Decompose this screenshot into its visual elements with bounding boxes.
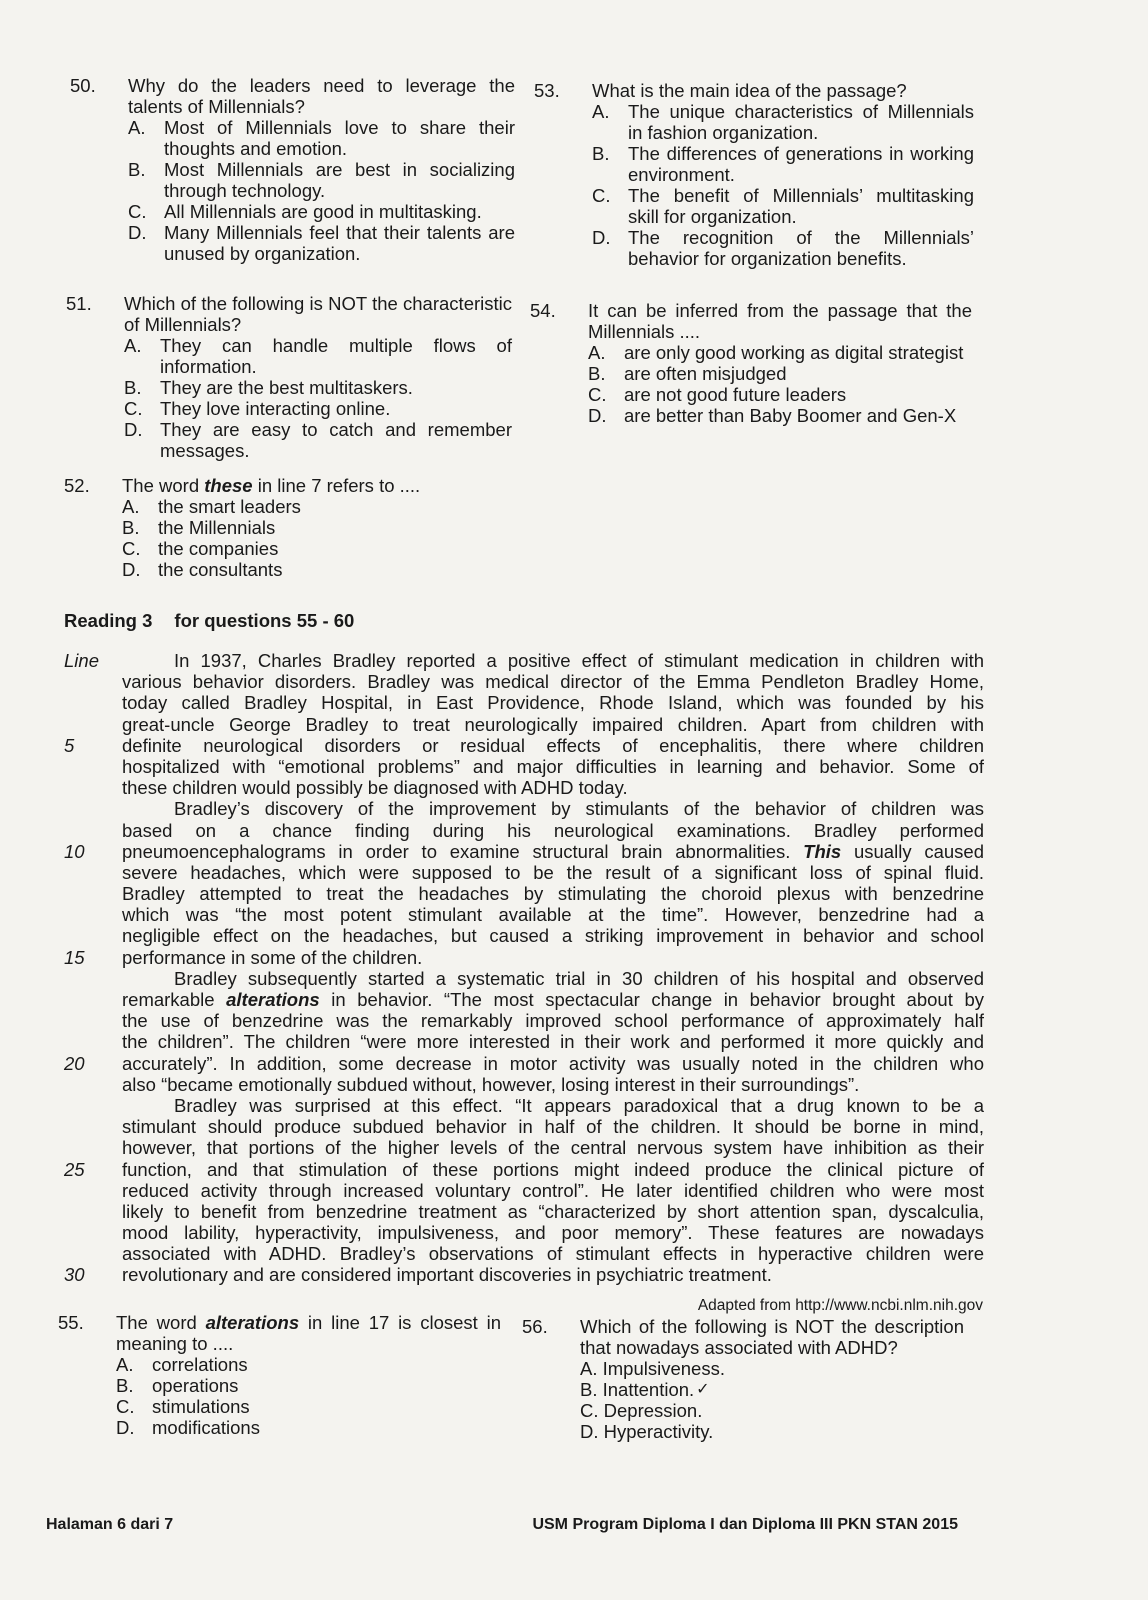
- option-text: are not good future leaders: [624, 384, 847, 405]
- option-text: They are easy to catch and remember messages.: [160, 419, 512, 461]
- option-a: [122, 496, 510, 517]
- passage-line: [64, 841, 984, 862]
- option-letter: C.: [592, 185, 611, 206]
- passage-line: [64, 904, 984, 925]
- option-letter: C.: [588, 384, 607, 405]
- option-d: [128, 222, 515, 264]
- option-text: operations: [152, 1375, 239, 1396]
- question-stem: Which of the following is NOT the characteristic of Millennials?: [124, 293, 512, 335]
- passage-line: [64, 777, 984, 798]
- line-number: [64, 925, 122, 946]
- question-stem: [122, 475, 510, 496]
- question-number: 50.: [70, 75, 96, 96]
- line-text: today called Bradley Hospital, in East Providence, Rhode Island, which was founded by his: [122, 692, 984, 714]
- stem-text: The word: [122, 475, 205, 496]
- line-text: Bradley subsequently started a systematic trial in 30 children of his hospital and observed: [174, 967, 984, 989]
- passage-line: [64, 820, 984, 841]
- line-number: 30: [64, 1264, 85, 1286]
- option-text: Impulsiveness.: [602, 1358, 725, 1379]
- question-54: [530, 300, 972, 426]
- question-stem: The word alterations in line 17 is closest in meaning to ....: [116, 1312, 501, 1354]
- line-number: [64, 820, 122, 841]
- question-number: 55.: [58, 1312, 84, 1333]
- option-b: [124, 377, 512, 398]
- line-text: reduced activity through increased voluntary control”. He later identified children who were most: [122, 1179, 984, 1201]
- passage-line: [64, 714, 984, 735]
- option-b: [128, 159, 515, 201]
- option-letter: C.: [124, 398, 143, 419]
- option-b: [116, 1375, 501, 1396]
- line-number: [64, 671, 122, 692]
- question-number: 51.: [66, 293, 92, 314]
- option-a: [124, 335, 512, 377]
- option-letter: D.: [588, 405, 607, 426]
- line-text: revolutionary and are considered important discoveries in psychiatric treatment.: [122, 1264, 772, 1286]
- line-number: 5: [64, 734, 75, 756]
- passage-line: [64, 1095, 984, 1116]
- line-text: stimulant should produce subdued behavior in half of the children. It should be borne in mind,: [122, 1116, 984, 1138]
- line-number: [64, 1222, 122, 1243]
- option-d: [116, 1417, 501, 1438]
- line-text: function, and that stimulation of these portions might indeed produce the clinical picture of: [122, 1158, 984, 1180]
- passage-line: [64, 1053, 984, 1074]
- line-number: [64, 1031, 122, 1052]
- question-number: 52.: [64, 475, 90, 496]
- option-letter: B.: [124, 377, 142, 398]
- line-number: [64, 862, 122, 883]
- option-c: [116, 1396, 501, 1417]
- line-number: Line: [64, 650, 99, 671]
- passage-line: [64, 1201, 984, 1222]
- option-d: [124, 419, 512, 461]
- option-text: The recognition of the Millennials’ behavior for organization benefits.: [628, 227, 974, 269]
- option-text: modifications: [152, 1417, 260, 1438]
- line-text: based on a chance finding during his neurological examinations. Bradley performed: [122, 819, 984, 841]
- line-number: 25: [64, 1158, 85, 1180]
- line-number: [64, 798, 122, 819]
- option-letter: B.: [116, 1375, 134, 1396]
- option-letter: D.: [116, 1417, 135, 1438]
- line-text: also “became emotionally subdued without, however, losing interest in their surroundings”.: [122, 1073, 860, 1095]
- passage-line: [64, 1264, 984, 1285]
- option-letter: A.: [588, 342, 606, 363]
- check-mark-icon: ✓: [696, 1381, 710, 1398]
- option-letter: D.: [122, 559, 141, 580]
- option-text: They are the best multitaskers.: [160, 377, 413, 398]
- question-stem: What is the main idea of the passage?: [592, 80, 907, 101]
- question-51: [66, 293, 512, 461]
- option-a: [128, 117, 515, 159]
- line-text: associated with ADHD. Bradley’s observations of stimulant effects in hyperactive children were: [122, 1243, 984, 1265]
- option-c: [588, 384, 972, 405]
- option-text: stimulations: [152, 1396, 250, 1417]
- option-text: They can handle multiple flows of information.: [160, 335, 512, 377]
- line-number: [64, 1201, 122, 1222]
- passage-line: [64, 692, 984, 713]
- line-text: various behavior disorders. Bradley was medical director of the Emma Pendleton Bradley Home,: [122, 671, 984, 693]
- line-text: severe headaches, which were supposed to be the result of a significant loss of spinal fluid.: [122, 861, 984, 883]
- option-text: Most of Millennials love to share their thoughts and emotion.: [164, 117, 515, 159]
- option-text: are better than Baby Boomer and Gen-X: [624, 405, 957, 426]
- option-d: [580, 1421, 964, 1442]
- line-text: likely to benefit from benzedrine treatment as “characterized by short attention span, dyscalculia,: [122, 1200, 984, 1222]
- option-b: [592, 143, 974, 185]
- passage-source: Adapted from http://www.ncbi.nlm.nih.gov: [697, 1297, 983, 1314]
- option-letter: B.: [592, 143, 610, 164]
- option-text: All Millennials are good in multitasking.: [164, 201, 482, 222]
- option-letter: C.: [122, 538, 141, 559]
- line-number: [64, 692, 122, 713]
- line-text: the use of benzedrine was the remarkably improved school performance of approximately half: [122, 1010, 984, 1032]
- question-50: [70, 75, 515, 264]
- exam-title: USM Program Diploma I dan Diploma III PKN STAN 2015: [532, 1516, 958, 1533]
- line-text: however, that portions of the higher levels of the central nervous system have inhibition as their: [122, 1137, 984, 1159]
- passage-line: [64, 756, 984, 777]
- question-stem: It can be inferred from the passage that the Millennials ....: [588, 300, 972, 342]
- option-letter: C.: [128, 201, 147, 222]
- line-text: In 1937, Charles Bradley reported a positive effect of stimulant medication in children with: [174, 650, 984, 671]
- line-number: 15: [64, 946, 85, 968]
- line-text: these children would possibly be diagnosed with ADHD today.: [122, 777, 628, 799]
- line-number: [64, 1095, 122, 1116]
- stem-keyword: these: [204, 475, 253, 496]
- option-letter: D.: [124, 419, 143, 440]
- line-number: 10: [64, 840, 85, 862]
- option-text: the companies: [158, 538, 279, 559]
- passage-line: [64, 968, 984, 989]
- option-text: The differences of generations in working environment.: [628, 143, 974, 185]
- line-text: Bradley attempted to treat the headaches by stimulating the choroid plexus with benzedrine: [122, 883, 984, 905]
- option-letter: A.: [592, 101, 610, 122]
- passage-line: [64, 1180, 984, 1201]
- option-letter: B.: [128, 159, 146, 180]
- option-text: The benefit of Millennials’ multitasking skill for organization.: [628, 185, 974, 227]
- passage-line: [64, 1222, 984, 1243]
- question-number: 54.: [530, 300, 556, 321]
- option-c: [128, 201, 515, 222]
- option-c: [592, 185, 974, 227]
- line-text: Bradley was surprised at this effect. “It appears paradoxical that a drug known to be a: [174, 1094, 984, 1116]
- passage-line: [64, 798, 984, 819]
- question-52: [64, 475, 510, 580]
- line-number: [64, 756, 122, 777]
- option-d: [122, 559, 510, 580]
- option-letter: A.: [122, 496, 140, 517]
- line-number: [64, 1180, 122, 1201]
- option-c: [580, 1400, 964, 1421]
- option-text: are only good working as digital strategist: [624, 342, 964, 363]
- option-b: [580, 1379, 964, 1400]
- line-text: negligible effect on the headaches, but caused a striking improvement in behavior and school: [122, 925, 984, 947]
- line-text: great-uncle George Bradley to treat neurologically impaired children. Apart from children with: [122, 713, 984, 735]
- line-number: [64, 968, 122, 989]
- option-letter: A.: [124, 335, 142, 356]
- page-number: Halaman 6 dari 7: [46, 1516, 174, 1533]
- passage-line: [64, 1031, 984, 1052]
- passage-line: [64, 1116, 984, 1137]
- line-number: [64, 1074, 122, 1095]
- option-b: [122, 517, 510, 538]
- option-letter: D.: [592, 227, 611, 248]
- line-text: pneumoencephalograms in order to examine structural brain abnormalities. This usually caused: [122, 840, 984, 862]
- stem-text: in line 7 refers to ....: [252, 475, 421, 496]
- reading-subtitle: for questions 55 - 60: [174, 610, 355, 631]
- question-53: [534, 80, 974, 269]
- line-number: [64, 1243, 122, 1264]
- question-number: 53.: [534, 80, 560, 101]
- reading-title: Reading 3: [64, 610, 153, 631]
- line-number: [64, 1116, 122, 1137]
- line-text: the children”. The children “were more interested in their work and performed it more quickly and: [122, 1031, 984, 1053]
- option-letter: B.: [122, 517, 140, 538]
- line-text: performance in some of the children.: [122, 946, 423, 968]
- line-text: accurately”. In addition, some decrease in motor activity was usually noted in the children who: [122, 1052, 984, 1074]
- option-a: [588, 342, 972, 363]
- question-56: [522, 1316, 964, 1442]
- option-text: They love interacting online.: [160, 398, 391, 419]
- line-text: hospitalized with “emotional problems” and major difficulties in learning and behavior. Some of: [122, 755, 984, 777]
- option-text: Most Millennials are best in socializing through technology.: [164, 159, 515, 201]
- option-text: the consultants: [158, 559, 283, 580]
- passage-line: [64, 1243, 984, 1264]
- passage-line: [64, 1159, 984, 1180]
- question-stem: Which of the following is NOT the description that nowadays associated with ADHD?: [580, 1316, 964, 1358]
- line-number: [64, 714, 122, 735]
- line-text: definite neurological disorders or residual effects of encephalitis, there where children: [122, 734, 984, 756]
- line-text: mood lability, hyperactivity, impulsiveness, and poor memory”. These features are nowadays: [122, 1222, 984, 1244]
- option-text: Hyperactivity.: [603, 1421, 714, 1442]
- option-text: Many Millennials feel that their talents are unused by organization.: [164, 222, 515, 264]
- option-d: [588, 405, 972, 426]
- option-text: the Millennials: [158, 517, 276, 538]
- option-text: are often misjudged: [624, 363, 787, 384]
- reading-passage: [64, 650, 984, 1286]
- stem-keyword: alterations: [205, 1312, 300, 1333]
- option-letter: D.: [128, 222, 147, 243]
- line-text: Bradley’s discovery of the improvement by stimulants of the behavior of children was: [174, 798, 984, 820]
- option-d: [592, 227, 974, 269]
- line-number: 20: [64, 1052, 85, 1074]
- passage-line: [64, 1010, 984, 1031]
- option-text: Depression.: [603, 1400, 703, 1421]
- option-letter: C.: [116, 1396, 135, 1417]
- option-text: Inattention.: [602, 1379, 695, 1400]
- option-c: [122, 538, 510, 559]
- passage-line: [64, 947, 984, 968]
- option-letter: A.: [128, 117, 146, 138]
- option-letter: B.: [580, 1379, 598, 1400]
- option-text: correlations: [152, 1354, 248, 1375]
- passage-line: [64, 650, 984, 671]
- line-text: which was “the most potent stimulant available at the time”. However, benzedrine had a: [122, 904, 984, 926]
- option-a: [580, 1358, 964, 1379]
- question-stem: Why do the leaders need to leverage the talents of Millennials?: [128, 75, 515, 117]
- passage-line: [64, 862, 984, 883]
- line-number: [64, 904, 122, 925]
- line-number: [64, 777, 122, 798]
- passage-line: [64, 883, 984, 904]
- option-letter: B.: [588, 363, 606, 384]
- option-b: [588, 363, 972, 384]
- option-letter: C.: [580, 1400, 599, 1421]
- passage-line: [64, 989, 984, 1010]
- passage-line: [64, 735, 984, 756]
- option-letter: A.: [116, 1354, 134, 1375]
- option-letter: A.: [580, 1358, 598, 1379]
- question-number: 56.: [522, 1316, 548, 1337]
- reading-heading: [64, 610, 354, 632]
- line-number: [64, 1010, 122, 1031]
- line-number: [64, 883, 122, 904]
- option-c: [124, 398, 512, 419]
- option-a: [116, 1354, 501, 1375]
- question-55: [58, 1312, 501, 1438]
- option-letter: D.: [580, 1421, 599, 1442]
- option-a: [592, 101, 974, 143]
- line-text: remarkable alterations in behavior. “The most spectacular change in behavior brought about by: [122, 989, 984, 1010]
- passage-line: [64, 1074, 984, 1095]
- line-number: [64, 989, 122, 1010]
- passage-line: [64, 925, 984, 946]
- option-text: The unique characteristics of Millennials in fashion organization.: [628, 101, 974, 143]
- option-text: the smart leaders: [158, 496, 301, 517]
- passage-line: [64, 671, 984, 692]
- line-number: [64, 1137, 122, 1158]
- passage-line: [64, 1137, 984, 1158]
